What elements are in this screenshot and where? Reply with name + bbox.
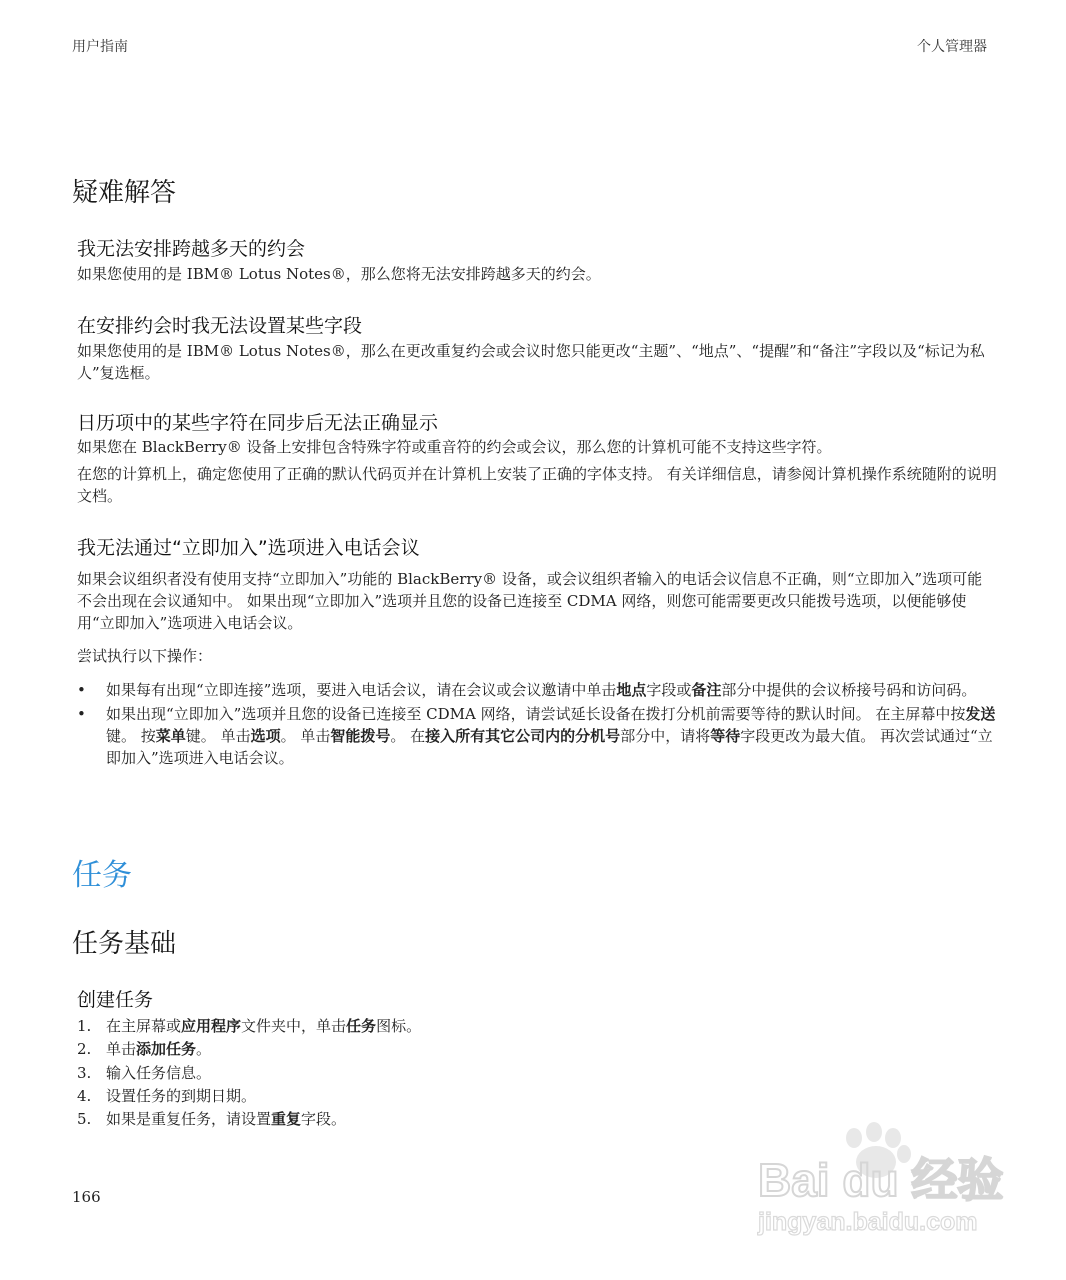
page-number: 166 xyxy=(72,1188,101,1206)
ui-term: 接入所有其它公司内的分机号 xyxy=(425,727,621,745)
watermark-logo-text: Bai du 经验 xyxy=(758,1154,1004,1206)
step-item: 5. 如果是重复任务，请设置重复字段。 xyxy=(77,1110,347,1129)
ui-term: 重复 xyxy=(271,1110,302,1129)
running-header-left: 用户指南 xyxy=(72,39,128,55)
ui-term: 应用程序 xyxy=(181,1017,242,1035)
section-title-task-basics: 任务基础 xyxy=(72,929,177,959)
bullet-item: • 如果出现“立即加入”选项并且您的设备已连接至 CDMA 网络，请尝试延长设备在拨打分机前需要等待的默认时间。 在主屏幕中按发送键。 按菜单键。 单击选项。 单击智能拨号。 在接入所有其它公司内的分机号部分中，请将等待字段更改为最大值。 再次尝试通过“立即加入”选项进入电话会议。 xyxy=(77,705,996,767)
topic-heading: 我无法安排跨越多天的约会 xyxy=(77,238,306,260)
subsection-title-create-task: 创建任务 xyxy=(77,989,154,1011)
step-item: 4. 设置任务的到期日期。 xyxy=(77,1086,257,1105)
ui-term: 等待 xyxy=(710,727,741,745)
topic-paragraph: 如果您使用的是 IBM® Lotus Notes®，那么在更改重复约会或会议时您只能更改“主题”、“地点”、“提醒”和“备注”字段以及“标记为私人”复选框。 xyxy=(77,342,985,382)
topic-heading: 在安排约会时我无法设置某些字段 xyxy=(77,315,363,337)
bullet-item: • 如果每有出现“立即连接”选项，要进入电话会议，请在会议或会议邀请中单击地点字段或备注部分中提供的会议桥接号码和访问码。 xyxy=(77,681,977,699)
ui-term: 选项 xyxy=(250,727,281,745)
ui-term: 智能拨号 xyxy=(330,727,391,745)
topic-paragraph: 尝试执行以下操作： xyxy=(77,647,213,665)
baidu-jingyan-watermark xyxy=(756,1118,1006,1236)
troubleshooting-bullet-list xyxy=(77,679,997,771)
chapter-title-tasks: 任务 xyxy=(72,858,132,893)
ui-term: 添加任务 xyxy=(136,1040,197,1059)
ui-term: 备注 xyxy=(691,681,722,699)
topic-heading: 日历项中的某些字符在同步后无法正确显示 xyxy=(77,412,439,434)
watermark-url: jingyan.baidu.com xyxy=(758,1208,978,1236)
section-title-troubleshooting: 疑难解答 xyxy=(72,178,177,208)
step-item: 1. 在主屏幕或应用程序文件夹中，单击任务图标。 xyxy=(77,1017,422,1035)
ui-term: 菜单 xyxy=(155,727,186,745)
create-task-steps xyxy=(77,1015,421,1131)
bullet-marker: • xyxy=(77,681,86,699)
step-item: 3. 输入任务信息。 xyxy=(77,1063,212,1082)
ui-term: 地点 xyxy=(616,681,647,699)
topic-paragraph: 如果您在 BlackBerry® 设备上安排包含特殊字符或重音符的约会或会议，那么您的计算机可能不支持这些字符。 xyxy=(77,438,832,456)
ui-term: 发送 xyxy=(965,705,996,723)
topic-heading: 我无法通过“立即加入”选项进入电话会议 xyxy=(77,537,420,559)
bullet-marker: • xyxy=(77,705,86,723)
topic-paragraph: 如果您使用的是 IBM® Lotus Notes®，那么您将无法安排跨越多天的约会。 xyxy=(77,265,601,283)
topic-paragraph: 如果会议组织者没有使用支持“立即加入”功能的 BlackBerry® 设备，或会议组织者输入的电话会议信息不正确，则“立即加入”选项可能不会出现在会议通知中。 如果出现“立即加入”选项并且您的设备已连接至 CDMA 网络，则您可能需要更改只能拨号选项，以便能够使用“立即加入”选项进入电话会议。 xyxy=(77,570,983,632)
topic-paragraph: 在您的计算机上，确定您使用了正确的默认代码页并在计算机上安装了正确的字体支持。 有关详细信息，请参阅计算机操作系统随附的说明文档。 xyxy=(77,465,997,505)
running-header-right: 个人管理器 xyxy=(917,39,987,55)
step-item: 2. 单击添加任务。 xyxy=(77,1040,212,1059)
ui-term: 任务 xyxy=(346,1017,377,1035)
